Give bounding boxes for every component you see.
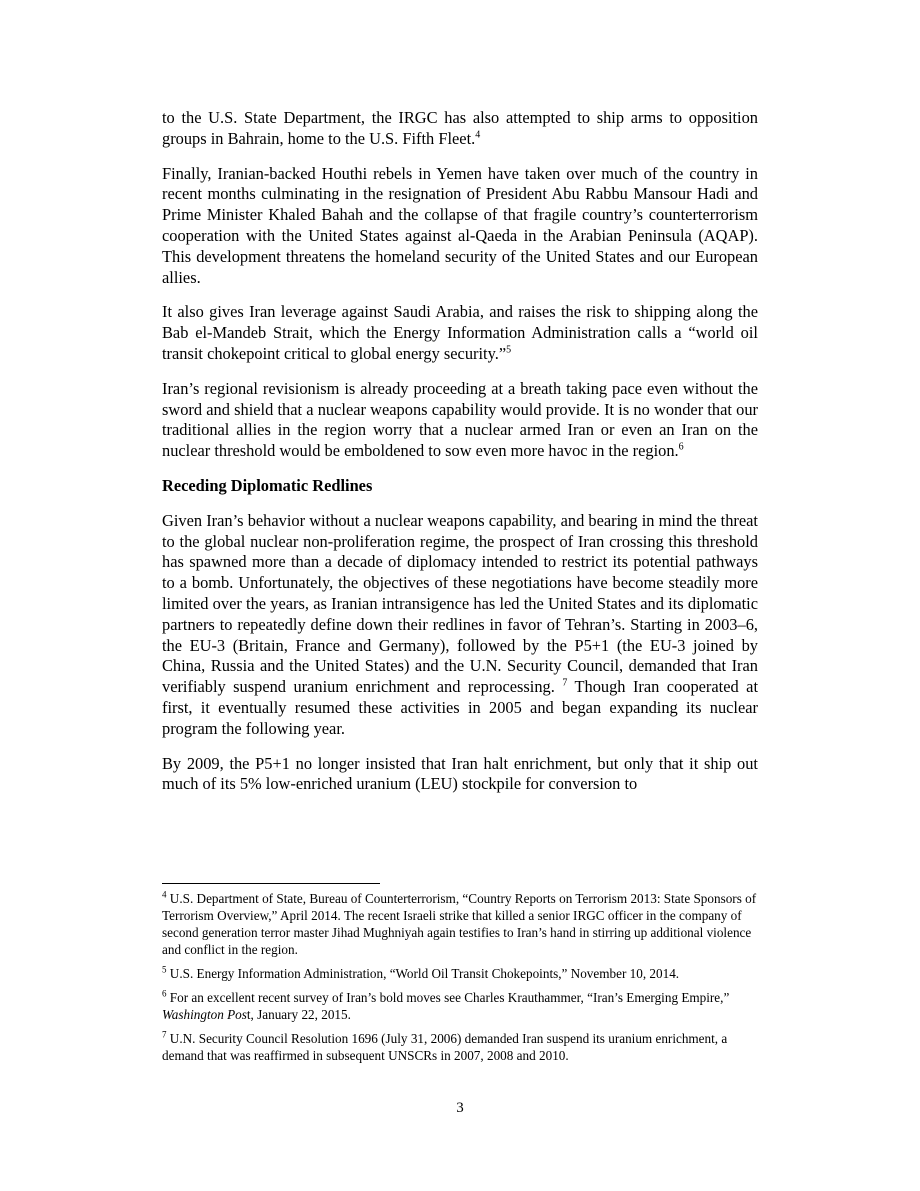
footnote-number: 4 — [162, 889, 167, 900]
footnote-separator — [162, 883, 380, 884]
footnote-4: $^4$ U.S. Department of State, Bureau of Counterterrorism, “Country Reports on Terrorism 2013: State Sponsors of Terrorism Overview,” April 2014. The recent Israeli strike that killed a senior IRGC officer in the company of second generation terror master Jihad Mughniyah again testifies to Iran’s hand in stirring up additional violence and conflict in the region. — [162, 889, 757, 957]
footnote-ref-6[interactable]: 6 — [678, 441, 684, 453]
footnote-ref-5[interactable]: 5 — [506, 344, 512, 356]
paragraph-2: Finally, Iranian-backed Houthi rebels in Yemen have taken over much of the country in recent months culminating in the resignation of President Abu Rabbu Mansour Hadi and Prime Minister Khaled Bahah and the collapse of that fragile country’s counterterrorism cooperation with the United States against al-Qaeda in the Arabian Peninsula (AQAP). This development threatens the homeland security of the United States and our European allies. — [162, 163, 758, 287]
publication-title: Washington Pos — [162, 1007, 247, 1022]
main-text — [162, 108, 758, 809]
footnote-number: 7 — [162, 1029, 167, 1040]
footnote-number: 5 — [162, 964, 167, 975]
paragraph-6: By 2009, the P5+1 no longer insisted that Iran halt enrichment, but only that it ship out much of its 5% low-enriched uranium (LEU) stockpile for conversion to — [162, 753, 758, 794]
footnote-number: 6 — [162, 988, 167, 999]
footnotes — [162, 890, 758, 1071]
paragraph-1: to the U.S. State Department, the IRGC has also attempted to ship arms to opposition groups in Bahrain, home to the U.S. Fifth Fleet.$^4$ — [162, 108, 758, 148]
footnote-5: $^5$ U.S. Energy Information Administration, “World Oil Transit Chokepoints,” November 10, 2014. — [162, 964, 680, 981]
section-heading: Receding Diplomatic Redlines — [162, 475, 373, 495]
footnote-ref-7[interactable]: 7 — [562, 677, 568, 689]
paragraph-4: Iran’s regional revisionism is already proceeding at a breath taking pace even without the sword and shield that a nuclear weapons capability would provide. It is no wonder that our traditional allies in the region worry that a nuclear armed Iran or even an Iran on the nuclear threshold would be emboldened to sow even more havoc in the region.$^6$ — [162, 378, 758, 461]
paragraph-3: It also gives Iran leverage against Saudi Arabia, and raises the risk to shipping along the Bab el-Mandeb Strait, which the Energy Information Administration calls a “world oil transit chokepoint critical to global energy security.”$^5$ — [162, 302, 758, 363]
footnote-7: $^7$ U.N. Security Council Resolution 1696 (July 31, 2006) demanded Iran suspend its uranium enrichment, a demand that was reaffirmed in subsequent UNSCRs in 2007, 2008 and 2010. — [162, 1029, 728, 1063]
paragraph-5: Given Iran’s behavior without a nuclear weapons capability, and bearing in mind the threat to the global nuclear non-proliferation regime, the prospect of Iran crossing this threshold has spawned more than a decade of diplomacy intended to restrict its potential pathways to a bomb. Unfortunately, the objectives of these negotiations have become steadily more limited over the years, as Iranian intransigence has led the United States and its diplomatic partners to repeatedly define down their redlines in favor of Tehran’s. Starting in 2003–6, the EU-3 (Britain, France and Germany), followed by the P5+1 (the EU-3 joined by China, Russia and the United States) and the U.N. Security Council, demanded that Iran verifiably suspend uranium enrichment and reprocessing. $^7$ Though Iran cooperated at first, it eventually resumed these activities in 2005 and began expanding its nuclear program the following year. — [162, 510, 758, 738]
footnote-6: $^6$ For an excellent recent survey of Iran’s bold moves see Charles Krauthammer, “Iran’s Emerging Empire,” Washington Post, January 22, 2015. — [162, 988, 730, 1022]
footnote-ref-4[interactable]: 4 — [475, 129, 481, 141]
page-number: 3 — [456, 1100, 464, 1116]
